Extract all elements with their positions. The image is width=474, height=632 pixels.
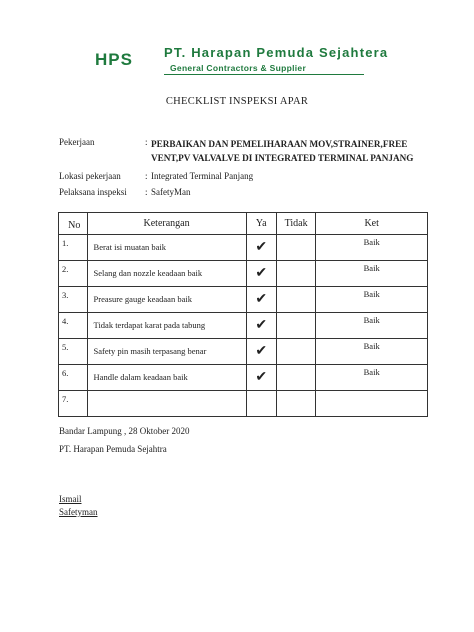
row-no: 7. — [59, 391, 88, 417]
row-no: 4. — [59, 313, 88, 339]
row-ya-checkmark-icon: ✔ — [246, 313, 276, 339]
row-keterangan-text: Preasure gauge keadaan baik — [93, 294, 192, 304]
row-keterangan-text: Handle dalam keadaan baik — [93, 372, 188, 382]
table-row — [59, 339, 428, 365]
place-date: Bandar Lampung , 28 Oktober 2020 — [59, 426, 190, 436]
header-tidak: Tidak — [276, 213, 315, 235]
row-ket-text — [316, 391, 427, 393]
table-header-row — [59, 213, 428, 235]
header-divider — [164, 74, 364, 75]
row-keterangan-text: Tidak terdapat karat pada tabung — [93, 320, 206, 330]
signer-role: Safetyman — [59, 507, 98, 517]
row-ket — [316, 391, 428, 417]
footer-company: PT. Harapan Pemuda Sejahtra — [59, 444, 167, 454]
pekerjaan-label: Pekerjaan — [59, 137, 95, 147]
header-no: No — [59, 213, 88, 235]
table-row — [59, 235, 428, 261]
row-ket-text: Baik — [363, 289, 380, 299]
row-ya — [246, 391, 276, 417]
pekerjaan-value-line2: VENT,PV VALVALVE DI INTEGRATED TERMINAL PANJANG — [151, 153, 414, 163]
row-ket-text: Baik — [363, 315, 380, 325]
row-ket-text: Baik — [363, 341, 380, 351]
row-ket — [316, 261, 428, 287]
row-tidak — [276, 391, 315, 417]
row-keterangan — [87, 261, 246, 287]
row-ket-text: Baik — [363, 237, 380, 247]
row-keterangan-text: Selang dan nozzle keadaan baik — [93, 268, 203, 278]
row-ya-checkmark-icon: ✔ — [246, 287, 276, 313]
logo-text: HPS — [95, 50, 133, 69]
table-row — [59, 313, 428, 339]
row-no: 5. — [59, 339, 88, 365]
row-keterangan — [87, 313, 246, 339]
row-keterangan-text: Safety pin masih terpasang benar — [93, 346, 207, 356]
row-tidak — [276, 313, 315, 339]
row-no: 3. — [59, 287, 88, 313]
row-keterangan — [87, 235, 246, 261]
info-row-lokasi — [59, 171, 439, 181]
pekerjaan-value-line1: PERBAIKAN DAN PEMELIHARAAN MOV,STRAINER,FREE — [151, 139, 408, 149]
signer-name: Ismail — [59, 494, 82, 504]
row-tidak — [276, 261, 315, 287]
row-keterangan — [87, 391, 246, 417]
row-ket-text: Baik — [363, 263, 380, 273]
row-ya-checkmark-icon: ✔ — [246, 339, 276, 365]
row-no: 1. — [59, 235, 88, 261]
header-keterangan: Keterangan — [87, 213, 246, 235]
row-ket — [316, 313, 428, 339]
lokasi-label: Lokasi pekerjaan — [59, 171, 121, 181]
lokasi-value: Integrated Terminal Panjang — [151, 171, 254, 181]
table-row — [59, 365, 428, 391]
pelaksana-value: SafetyMan — [151, 187, 191, 197]
row-ket — [316, 365, 428, 391]
job-info — [59, 137, 439, 203]
row-ya-checkmark-icon: ✔ — [246, 365, 276, 391]
table-row — [59, 287, 428, 313]
header-ket: Ket — [316, 213, 428, 235]
row-ket-text: Baik — [363, 367, 380, 377]
info-row-pelaksana — [59, 187, 439, 197]
row-no: 6. — [59, 365, 88, 391]
row-ya-checkmark-icon: ✔ — [246, 261, 276, 287]
company-name: PT. Harapan Pemuda Sejahtera — [164, 45, 389, 60]
header-ya: Ya — [246, 213, 276, 235]
row-keterangan-text — [88, 391, 246, 398]
row-ket — [316, 287, 428, 313]
colon: : — [145, 187, 148, 197]
row-tidak — [276, 287, 315, 313]
pelaksana-label: Pelaksana inspeksi — [59, 187, 127, 197]
row-keterangan — [87, 287, 246, 313]
row-ya-checkmark-icon: ✔ — [246, 235, 276, 261]
company-tagline: General Contractors & Supplier — [170, 63, 307, 73]
colon: : — [145, 137, 148, 147]
row-no: 2. — [59, 261, 88, 287]
inspection-table — [58, 212, 428, 417]
row-keterangan — [87, 339, 246, 365]
colon: : — [145, 171, 148, 181]
document-title: CHECKLIST INSPEKSI APAR — [165, 96, 309, 107]
row-keterangan — [87, 365, 246, 391]
row-ket — [316, 235, 428, 261]
row-tidak — [276, 339, 315, 365]
row-keterangan-text: Berat isi muatan baik — [93, 242, 167, 252]
row-tidak — [276, 365, 315, 391]
row-tidak — [276, 235, 315, 261]
pekerjaan-value — [151, 137, 439, 165]
table-row — [59, 261, 428, 287]
row-ket — [316, 339, 428, 365]
info-row-pekerjaan — [59, 137, 439, 165]
table-row — [59, 391, 428, 417]
